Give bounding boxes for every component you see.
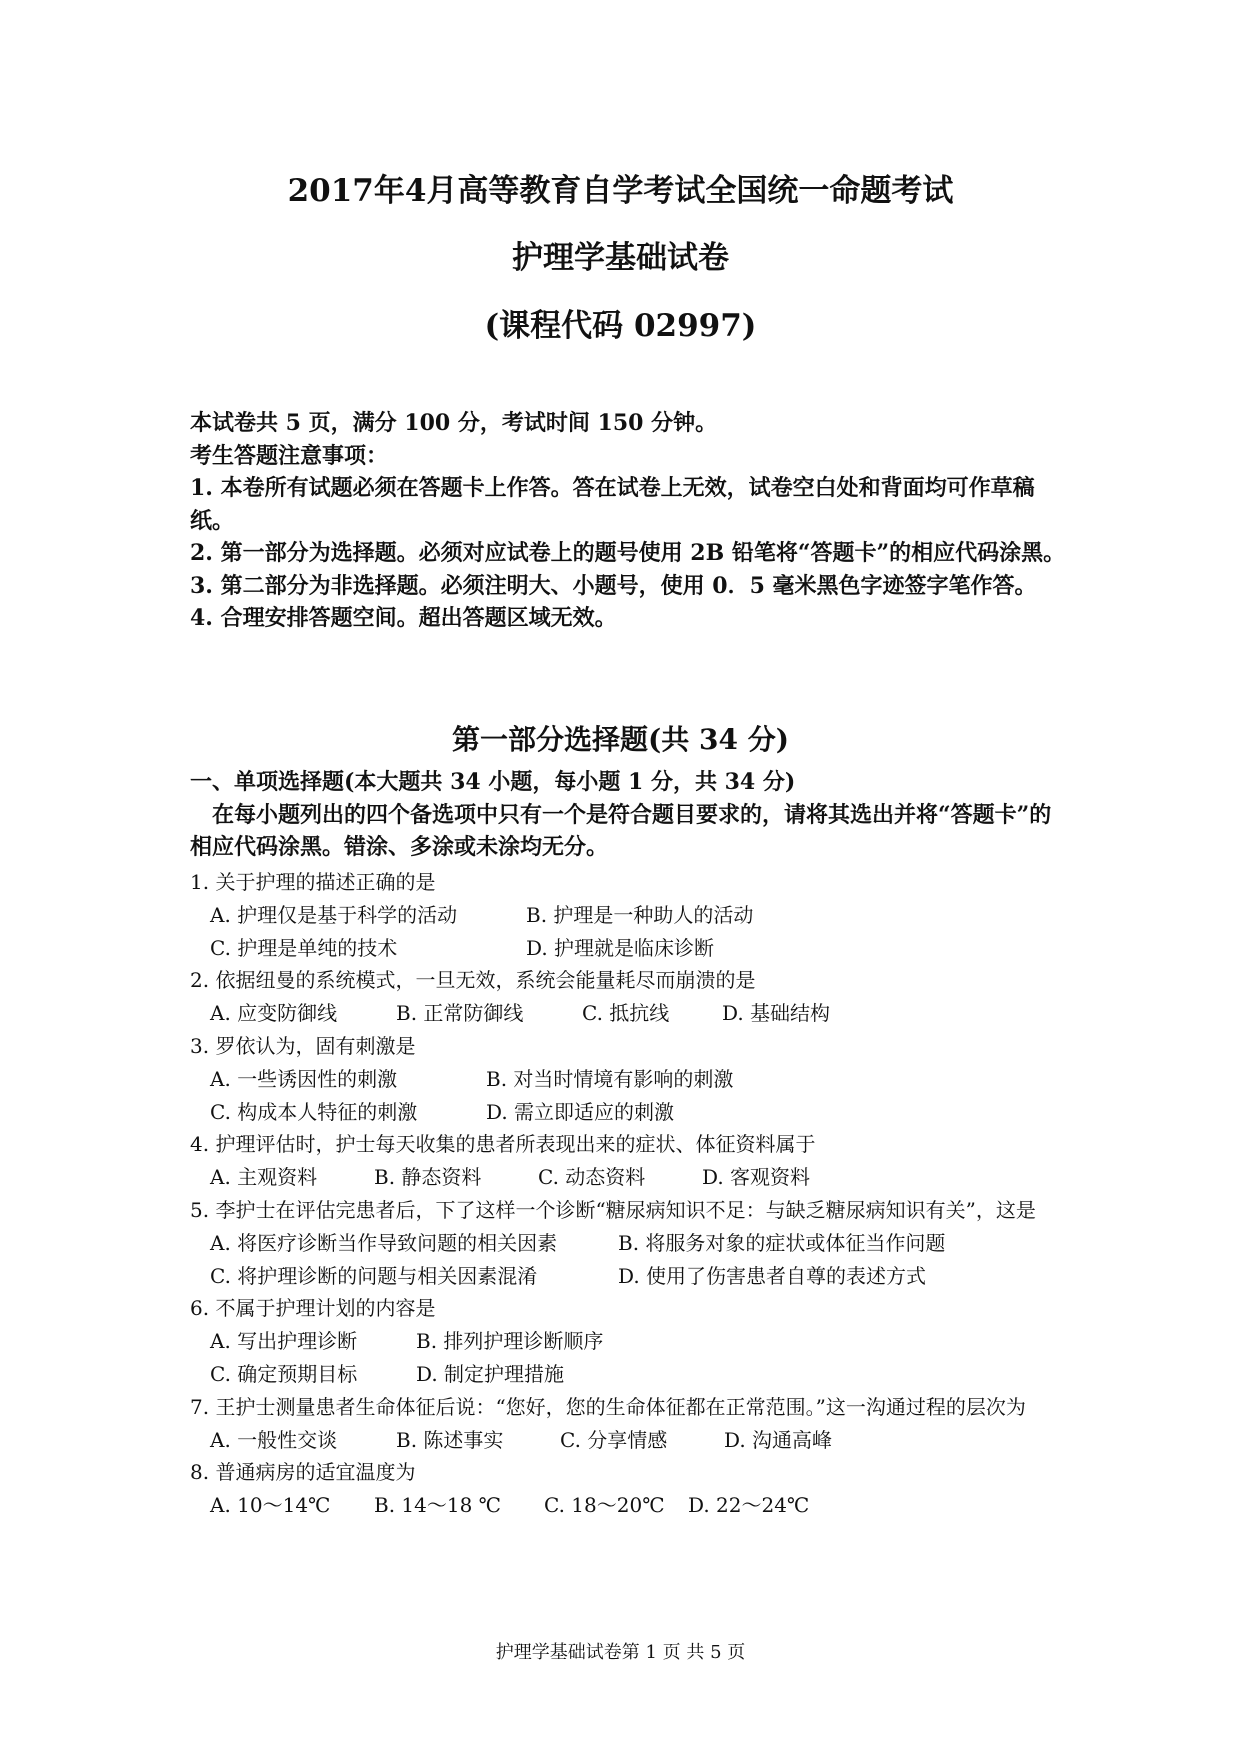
- option: D. 沟通高峰: [724, 1427, 833, 1452]
- notice-item: 1. 本卷所有试题必须在答题卡上作答。答在试卷上无效，试卷空白处和背面均可作草稿纸。: [190, 475, 1035, 534]
- question-list: [190, 866, 1070, 1522]
- option: C. 护理是单纯的技术: [210, 935, 398, 960]
- option: B. 排列护理诊断顺序: [416, 1329, 604, 1354]
- option: C. 抵抗线: [582, 1001, 670, 1026]
- option: B. 将服务对象的症状或体征当作问题: [618, 1230, 946, 1255]
- option: A. 一般性交谈: [210, 1427, 338, 1452]
- option: C. 将护理诊断的问题与相关因素混淆: [210, 1263, 538, 1288]
- option: D. 制定护理措施: [416, 1361, 565, 1386]
- question-stem: 5. 李护士在评估完患者后，下了这样一个诊断“糖尿病知识不足：与缺乏糖尿病知识有关”，这是: [190, 1197, 1036, 1222]
- question-stem: 8. 普通病房的适宜温度为: [190, 1460, 416, 1485]
- question-stem: 1. 关于护理的描述正确的是: [190, 870, 436, 894]
- question-stem: 4. 护理评估时，护士每天收集的患者所表现出来的症状、体征资料属于: [190, 1132, 816, 1157]
- question-options: [190, 1424, 1070, 1457]
- question-stem: 6. 不属于护理计划的内容是: [190, 1296, 436, 1321]
- option: A. 护理仅是基于科学的活动: [210, 902, 458, 927]
- question-options: [190, 1227, 1070, 1260]
- part-title: 第一部分选择题(共 34 分): [452, 723, 789, 756]
- exam-summary: 本试卷共 5 页，满分 100 分，考试时间 150 分钟。: [190, 410, 718, 436]
- option: C. 确定预期目标: [210, 1361, 358, 1386]
- question-options: [190, 1358, 1070, 1391]
- option: C. 分享情感: [560, 1427, 668, 1452]
- option: D. 护理就是临床诊断: [526, 935, 715, 960]
- option: C. 动态资料: [538, 1165, 646, 1190]
- notice-heading: 考生答题注意事项：: [190, 442, 389, 469]
- question-options: [190, 1325, 1070, 1358]
- question-options: [190, 1063, 1070, 1096]
- section-instruction: 在每小题列出的四个备选项中只有一个是符合题目要求的，请将其选出并将“答题卡”的相应代码涂黑。错涂、多涂或未涂均无分。: [190, 801, 1052, 860]
- question-options: [190, 1260, 1070, 1293]
- question-options: [190, 1096, 1070, 1129]
- option: D. 使用了伤害患者自尊的表述方式: [618, 1263, 927, 1288]
- page-footer: 护理学基础试卷第 1 页 共 5 页: [495, 1642, 746, 1663]
- option: D. 基础结构: [722, 1001, 831, 1026]
- question-stem: 3. 罗依认为，固有刺激是: [190, 1033, 416, 1058]
- option: B. 14～18 ℃: [374, 1493, 502, 1518]
- option: B. 静态资料: [374, 1165, 482, 1190]
- option: B. 对当时情境有影响的刺激: [486, 1066, 734, 1091]
- question-options: [190, 899, 1070, 932]
- option: B. 护理是一种助人的活动: [526, 902, 754, 927]
- option: A. 主观资料: [210, 1165, 318, 1190]
- question-options: [190, 1489, 1070, 1522]
- question-options: [190, 997, 1070, 1030]
- option: D. 需立即适应的刺激: [486, 1099, 675, 1124]
- exam-subject: 护理学基础试卷: [512, 240, 729, 276]
- option: B. 正常防御线: [396, 1001, 524, 1026]
- exam-title: 2017年4月高等教育自学考试全国统一命题考试: [287, 173, 954, 209]
- question-stem: 7. 王护士测量患者生命体征后说：“您好，您的生命体征都在正常范围。”这一沟通过程的层次为: [190, 1394, 1026, 1419]
- question-options: [190, 932, 1070, 965]
- notice-item: 4. 合理安排答题空间。超出答题区域无效。: [190, 605, 617, 631]
- course-code: (课程代码 02997): [484, 308, 757, 344]
- option: C. 构成本人特征的刺激: [210, 1099, 418, 1124]
- option: A. 一些诱因性的刺激: [210, 1066, 398, 1091]
- option: A. 写出护理诊断: [210, 1329, 358, 1354]
- question-options: [190, 1161, 1070, 1194]
- option: A. 将医疗诊断当作导致问题的相关因素: [210, 1230, 558, 1255]
- notice-item: 2. 第一部分为选择题。必须对应试卷上的题号使用 2B 铅笔将“答题卡”的相应代码涂黑。: [190, 540, 1066, 566]
- option: C. 18～20℃: [544, 1493, 665, 1518]
- section-header: [190, 766, 1070, 864]
- option: A. 应变防御线: [210, 1001, 338, 1026]
- notice-item: 3. 第二部分为非选择题。必须注明大、小题号，使用 0．5 毫米黑色字迹签字笔作答。: [190, 572, 1037, 599]
- option: D. 22～24℃: [688, 1493, 810, 1518]
- option: D. 客观资料: [702, 1165, 811, 1190]
- option: A. 10～14℃: [210, 1493, 331, 1518]
- question-stem: 2. 依据纽曼的系统模式，一旦无效，系统会能量耗尽而崩溃的是: [190, 968, 756, 993]
- section-title: 一、单项选择题(本大题共 34 小题，每小题 1 分，共 34 分): [190, 769, 796, 795]
- instructions-block: [190, 407, 1070, 635]
- option: B. 陈述事实: [396, 1427, 504, 1452]
